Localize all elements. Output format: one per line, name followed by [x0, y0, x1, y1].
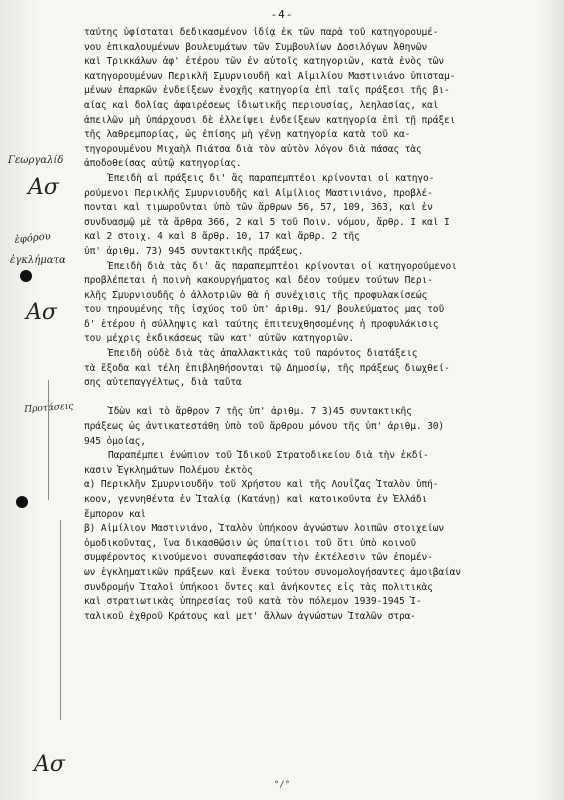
- text-line: του μέχρις ἐκδικάσεως τῶν κατ' αὐτῶν κατηγοριῶν.: [84, 333, 355, 345]
- text-line: τῆς λαθρεμπορίας, ὡς ἐπίσης μὴ γένῃ κατηγορία κατὰ τοῦ κα-: [84, 129, 411, 141]
- text-line: ων ἐγκληματικῶν πράξεων καὶ ἕνεκα τούτου συνομολογήσαντες ἀμοιβαίαν: [84, 566, 461, 578]
- text-line: πονται καὶ τιμωροῦνται ὑπὸ τῶν ἄρθρων 56, 57, 109, 363, καὶ ἐν: [84, 202, 433, 214]
- margin-note: ἐγκλήματα: [10, 255, 66, 266]
- margin-note: Προτάσεις: [24, 401, 74, 415]
- text-line: προβλέπεται ἡ ποινὴ κακουργήματος καὶ δέον τούμεν τούτων Περι-: [84, 275, 433, 287]
- text-line: κοον, γεννηθέντα ἐν Ἰταλίᾳ (Κατάνῃ) καὶ κατοικοῦντα ἐν Ἑλλάδι: [84, 494, 428, 505]
- text-line: νου ἐπικαλουμένων βουλευμάτων τῶν Συμβουλίων Δοσιλόγων Ἀθηνῶν: [84, 41, 428, 53]
- text-line: καὶ 2 στοιχ. 4 καὶ 8 ἄρθρ. 10, 17 καὶ ἄρθρ. 2 τῆς: [84, 231, 360, 243]
- text-line: ἔμπορον καὶ: [84, 508, 146, 520]
- text-line: κατηγορουμένων Περικλῆ Σμυρνιουδῆ καὶ Αἰμιλίου Μαστινιάνο ὑπισταμ-: [84, 70, 456, 82]
- text-line: α) Περικλῆν Σμυρνιουδῆν τοῦ Χρήστου καὶ τῆς Λουΐζας Ἰταλὸν ὑπή-: [84, 479, 439, 491]
- text-line: Ἐπειδὴ διὰ τὰς δι' ἃς παραπεμπτέοι κρίνονται οἱ κατηγορούμενοι: [108, 260, 457, 272]
- margin-line: [48, 380, 49, 500]
- text-line: ρούμενοι Περικλῆς Σμυρνιουδῆς καὶ Αἰμίλιος Μαστινιάνο, προβλέ-: [84, 187, 433, 199]
- margin-signature: Ασ: [28, 175, 59, 200]
- text-line: δ' ἑτέρου ἡ σύλληψις καὶ ταύτης ἐπιτευχθησομένης ἡ προφυλάκισις: [84, 318, 439, 330]
- text-line: κασιν Ἐγκλημάτων Πολέμου ἐκτὸς: [84, 464, 253, 476]
- punch-hole: [16, 496, 28, 508]
- text-line: μένων ἐπαρκῶν ἐνδείξεων ἐνοχῆς κατηγορία ἐπὶ ταῖς πράξεσι τῆς βι-: [84, 85, 450, 97]
- text-line: τὰ ἔξοδα καὶ τέλη ἐπιβληθήσονται τῷ Δημοσίῳ, τῆς πράξεως διωχθεί-: [84, 362, 450, 374]
- text-line: Ἰδὼν καὶ τὸ ἄρθρον 7 τῆς ὑπ' ἀριθμ. 7 3)45 συντακτικῆς: [108, 406, 412, 418]
- text-line: αίας καὶ δολίας ἀφαιρέσεως ἰδιωτικῆς περιουσίας, λεηλασίας, καὶ: [84, 99, 439, 111]
- text-line: ὑπ' ἀριθμ. 73) 945 συντακτικῆς πράξεως.: [84, 245, 304, 257]
- text-line: Ἐπειδὴ αἱ πράξεις δι' ἃς παραπεμπτέοι κρίνονται οἱ κατηγο-: [108, 172, 435, 184]
- text-line: β) Αἰμίλιον Μαστινιάνο, Ἰταλὸν ὑπήκοον ἀγνώστων λοιπῶν στοιχείων: [84, 523, 445, 535]
- margin-note: Γεωργαλίδ: [8, 155, 64, 166]
- text-line: τηγορουμένου Μιχαὴλ Πιάτσα διὰ τὸν αὐτὸν λόγον διὰ πάσας τὰς: [84, 143, 422, 155]
- text-line: Ἐπειδὴ οὐδὲ διὰ τὰς ἀπαλλακτικὰς τοῦ παρόντος διατάξεις: [108, 348, 418, 360]
- text-line: συμφέροντος κινούμενοι συναπεφάσισαν τὴν ἐκτέλεσιν τῶν ἑπομέν-: [84, 552, 433, 564]
- text-line: ταύτης ὑφίσταται δεδικασμένον ἰδίᾳ ἐκ τῶν παρὰ τοῦ κατηγορουμέ-: [84, 27, 439, 38]
- text-line: του τηρουμένης τῆς ἰσχύος τοῦ ὑπ' ἀριθμ. 91/ βουλεύματος μας τοῦ: [84, 304, 445, 316]
- text-line: ὁμοδικοῦντας, ἵνα δικασθῶσιν ὡς ὑπαίτιοι τοῦ ὅτι ὑπὸ κοινοῦ: [84, 537, 416, 549]
- handwritten-margin: [0, 0, 84, 800]
- text-line: συνδυασμῷ μὲ τὰ ἄρθρα 366, 2 καὶ 5 τοῦ Ποιν. νόμου, ἄρθρ. I καὶ I: [84, 216, 450, 228]
- text-line: Παραπέμπει ἐνώπιον τοῦ Ἰδικοῦ Στρατοδικείου διὰ τὴν ἐκδί-: [108, 450, 429, 462]
- text-line: ταλικοῦ ἐχθροῦ Κράτους καὶ μετ' ἄλλων ἀγνώστων Ἰταλῶν στρα-: [84, 610, 416, 622]
- text-line: καὶ Τρικκάλων ἀφ' ἑτέρου τῶν ἐν αὐτοῖς κατηγοριῶν, κατὰ ἑνὸς τῶν: [84, 56, 445, 68]
- page-number: -4-: [270, 8, 294, 21]
- text-line: σης αὐτεπαγγέλτως, διὰ ταῦτα: [84, 377, 242, 389]
- text-line: ἀπειλῶν μὴ ὑπάρχουσι δὲ ἐλλείψει ἐνδείξεων κατηγορία ἐπὶ τῇ πράξει: [84, 114, 456, 126]
- text-line: [84, 391, 552, 406]
- text-line: ἀποδοθείσας αὐτῷ κατηγορίας.: [84, 158, 242, 170]
- text-line: κλῆς Σμυρνιουδῆς ὁ ἀλλοτριῶν θὰ ἡ συνέχισις τῆς προφυλακίσεώς: [84, 289, 428, 301]
- text-line: 945 ὁμοίας,: [84, 435, 146, 447]
- text-line: καὶ στρατιωτικὰς ὑπηρεσίας τοῦ κατὰ τὸν πόλεμον 1939-1945 Ἰ-: [84, 596, 422, 608]
- text-line: συνδρομήν Ἰταλοὶ ὑπήκοοι ὄντες καὶ ἀνήκοντες εἰς τὰς πολιτικὰς: [84, 581, 433, 593]
- text-line: πράξεως ὡς ἀντικατεστάθη ὑπὸ τοῦ ἄρθρου μόνου τῆς ὑπ' ἀριθμ. 30): [84, 421, 445, 433]
- punch-hole: [20, 270, 32, 282]
- margin-line: [60, 520, 61, 720]
- margin-note: ἐφόρου: [14, 231, 52, 246]
- margin-signature: Ασ: [26, 300, 57, 325]
- typewritten-body: [84, 26, 552, 624]
- footer-mark: °/°: [273, 780, 291, 790]
- margin-signature: Ασ: [34, 752, 65, 777]
